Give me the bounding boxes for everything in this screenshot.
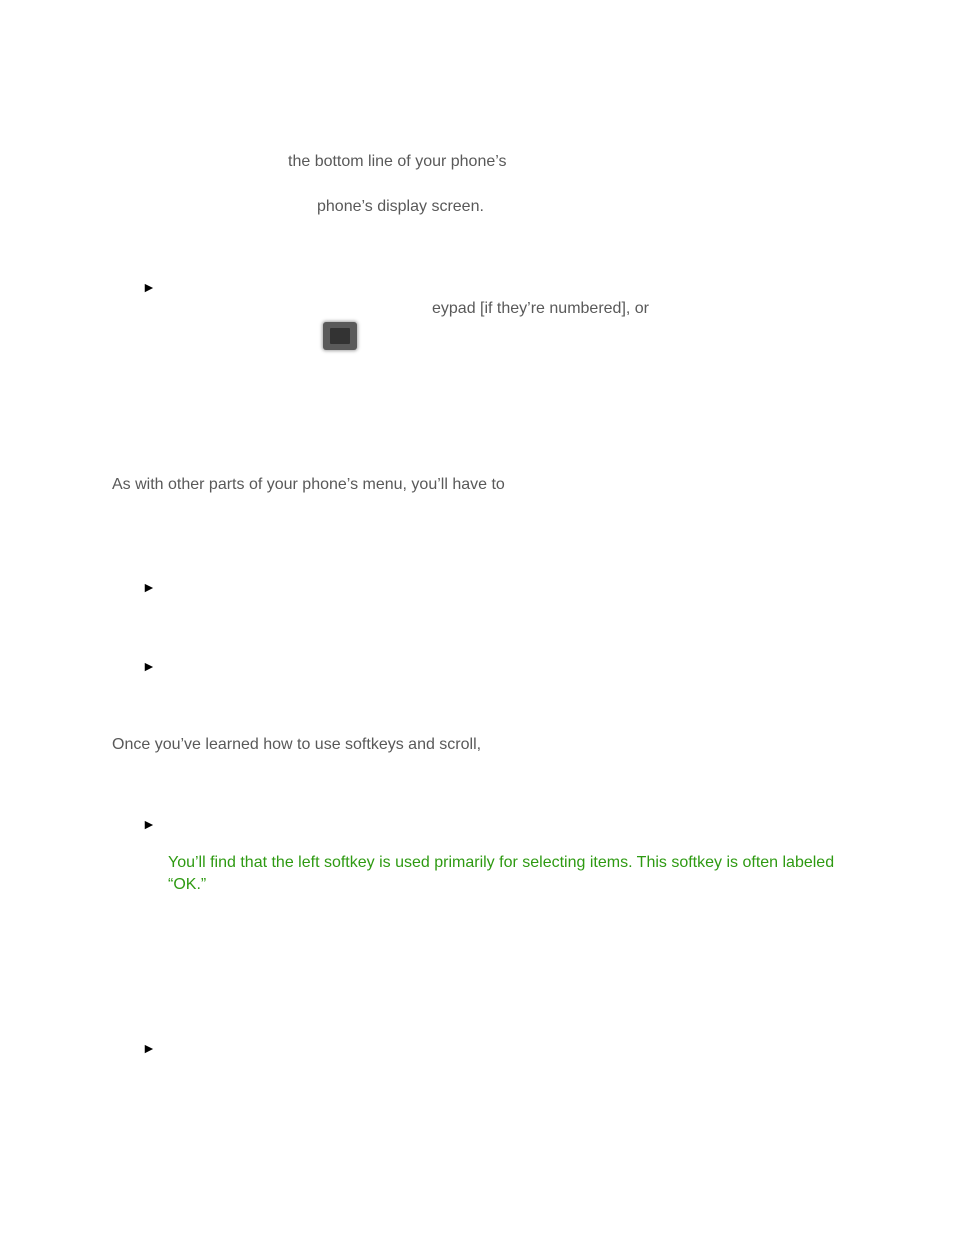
bullet-arrow: ► bbox=[142, 658, 156, 674]
text-fragment-softkeys-scroll: Once you’ve learned how to use softkeys and scroll, bbox=[112, 736, 482, 753]
text-fragment-display-screen: phone’s display screen. bbox=[317, 198, 484, 215]
bullet-arrow: ► bbox=[142, 816, 156, 832]
text-fragment-menu: As with other parts of your phone’s menu, you’ll have to bbox=[112, 476, 505, 493]
bullet-arrow: ► bbox=[142, 1040, 156, 1056]
bullet-arrow: ► bbox=[142, 279, 156, 295]
phone-key-icon bbox=[323, 322, 357, 350]
text-fragment-bottom-line: the bottom line of your phone’s bbox=[288, 153, 507, 170]
tip-text: You’ll find that the left softkey is used primarily for selecting items. This softkey is often labeled “OK.” bbox=[168, 854, 835, 893]
bullet-arrow: ► bbox=[142, 579, 156, 595]
text-fragment-keypad: eypad [if they’re numbered], or bbox=[432, 300, 650, 317]
